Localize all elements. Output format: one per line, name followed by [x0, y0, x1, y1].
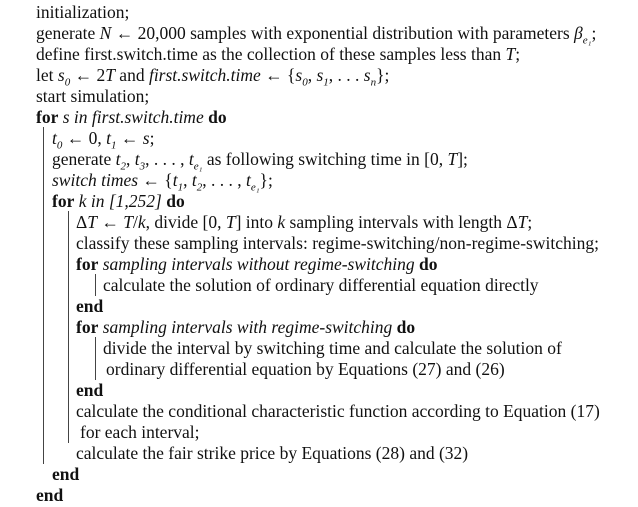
text-segment: calculate the conditional characteristic function according to Equation (17) [76, 401, 600, 421]
text-segment: s [363, 65, 371, 85]
text-segment: T [87, 212, 97, 232]
text-segment: / [132, 212, 138, 232]
text-segment: for [76, 317, 99, 337]
text-segment: t [52, 128, 57, 148]
text-segment: , [183, 170, 192, 190]
indent-bar-inner-loop [68, 211, 69, 443]
text-segment: define first.switch.time as the collection of these samples less than [36, 44, 506, 64]
text-segment: t [188, 149, 194, 169]
text-segment: let [36, 65, 58, 85]
text-segment: s in first.switch.time [62, 107, 204, 127]
text-segment: end [76, 380, 104, 400]
text-segment: t [106, 128, 111, 148]
text-segment: , . . . [328, 65, 364, 85]
text-segment: , [126, 149, 135, 169]
text-segment: first.switch.time [148, 65, 261, 85]
text-segment: start simulation; [36, 86, 150, 106]
text-segment: ; [515, 44, 521, 64]
text-segment: e₁ [193, 160, 203, 173]
text-segment: initialization; [36, 2, 130, 22]
text-segment: , divide [0, [145, 212, 226, 232]
text-segment: t [134, 149, 140, 169]
text-segment: β [574, 23, 583, 43]
indent-bar-outer-loop [43, 127, 44, 464]
text-segment: ← [97, 212, 124, 232]
text-segment: 0 [56, 139, 63, 152]
text-segment: ← 0, [62, 128, 107, 148]
text-segment: ← { [260, 65, 296, 85]
text-segment: }; [376, 65, 390, 85]
indent-bar-for-without [95, 274, 96, 296]
text-segment: divide the interval by switching time and calculate the solution of [103, 338, 562, 358]
text-segment: k [137, 212, 146, 232]
text-segment: do [166, 191, 185, 211]
text-segment: 1 [111, 139, 117, 152]
text-segment: ordinary differential equation by Equations (27) and (26) [106, 359, 505, 379]
algorithm-line-22 [0, 483, 638, 507]
text-segment: t [191, 170, 197, 190]
text-segment: for [36, 107, 59, 127]
text-segment: T [517, 212, 528, 232]
text-segment: ]; [457, 149, 468, 169]
text-segment: , . . . , [202, 170, 246, 190]
text-segment: generate [52, 149, 116, 169]
text-segment: 1 [323, 76, 329, 89]
text-segment: switch times [52, 170, 139, 190]
text-segment: s [316, 65, 324, 85]
text-segment: e₁ [582, 34, 592, 47]
text-segment: sampling intervals without regime-switching [102, 254, 415, 274]
text-segment: generate [36, 23, 100, 43]
text-segment: T [225, 212, 236, 232]
text-segment: 1 [177, 181, 184, 194]
text-segment: calculate the solution of ordinary differential equation directly [103, 275, 539, 295]
text-segment: for each interval; [80, 422, 200, 442]
text-segment: T [505, 44, 516, 64]
text-segment: e₁ [250, 181, 260, 194]
text-segment: , [307, 65, 317, 85]
text-segment: }; [259, 170, 273, 190]
text-segment: N [99, 23, 112, 43]
text-segment: end [52, 464, 80, 484]
text-segment: ← [116, 128, 143, 148]
text-segment: ← 2 [70, 65, 106, 85]
text-segment: Δ [76, 212, 88, 232]
text-segment: 3 [139, 160, 146, 173]
text-segment: t [245, 170, 251, 190]
text-segment: for [52, 191, 75, 211]
text-segment: 2 [196, 181, 203, 194]
text-segment: end [76, 296, 104, 316]
text-segment: as following switching time in [0, [202, 149, 448, 169]
text-segment: s [142, 128, 150, 148]
text-segment: sampling intervals with length Δ [285, 212, 518, 232]
text-segment: 2 [120, 160, 127, 173]
text-segment: classify these sampling intervals: regime-switching/non-regime-switching; [76, 233, 599, 253]
text-segment: t [115, 149, 121, 169]
text-segment: ← 20,000 samples with exponential distribution with parameters [111, 23, 575, 43]
text-segment: k [277, 212, 286, 232]
text-segment: s [295, 65, 303, 85]
text-segment: t [172, 170, 178, 190]
text-segment: n [370, 76, 377, 89]
text-segment: T [123, 212, 133, 232]
indent-bar-for-with [95, 337, 96, 380]
text-segment: ; [149, 128, 155, 148]
text-segment: ; [527, 212, 533, 232]
text-segment: and [114, 65, 149, 85]
line-text [36, 483, 63, 507]
text-segment: do [396, 317, 416, 337]
text-segment: 0 [302, 76, 308, 89]
text-segment: do [208, 107, 227, 127]
text-segment: do [419, 254, 438, 274]
text-segment: T [105, 65, 115, 85]
text-segment: k in [1,252] [78, 191, 162, 211]
text-segment: 0 [64, 76, 71, 89]
text-segment: s [57, 65, 65, 85]
text-segment: for [76, 254, 99, 274]
text-segment: calculate the fair strike price by Equations (28) and (32) [76, 443, 469, 463]
text-segment: sampling intervals with regime-switching [102, 317, 393, 337]
text-segment: ← { [138, 170, 173, 190]
text-segment: T [447, 149, 458, 169]
text-segment: , . . . , [145, 149, 189, 169]
text-segment: ; [591, 23, 597, 43]
text-segment: end [36, 485, 64, 505]
text-segment: ] into [235, 212, 278, 232]
